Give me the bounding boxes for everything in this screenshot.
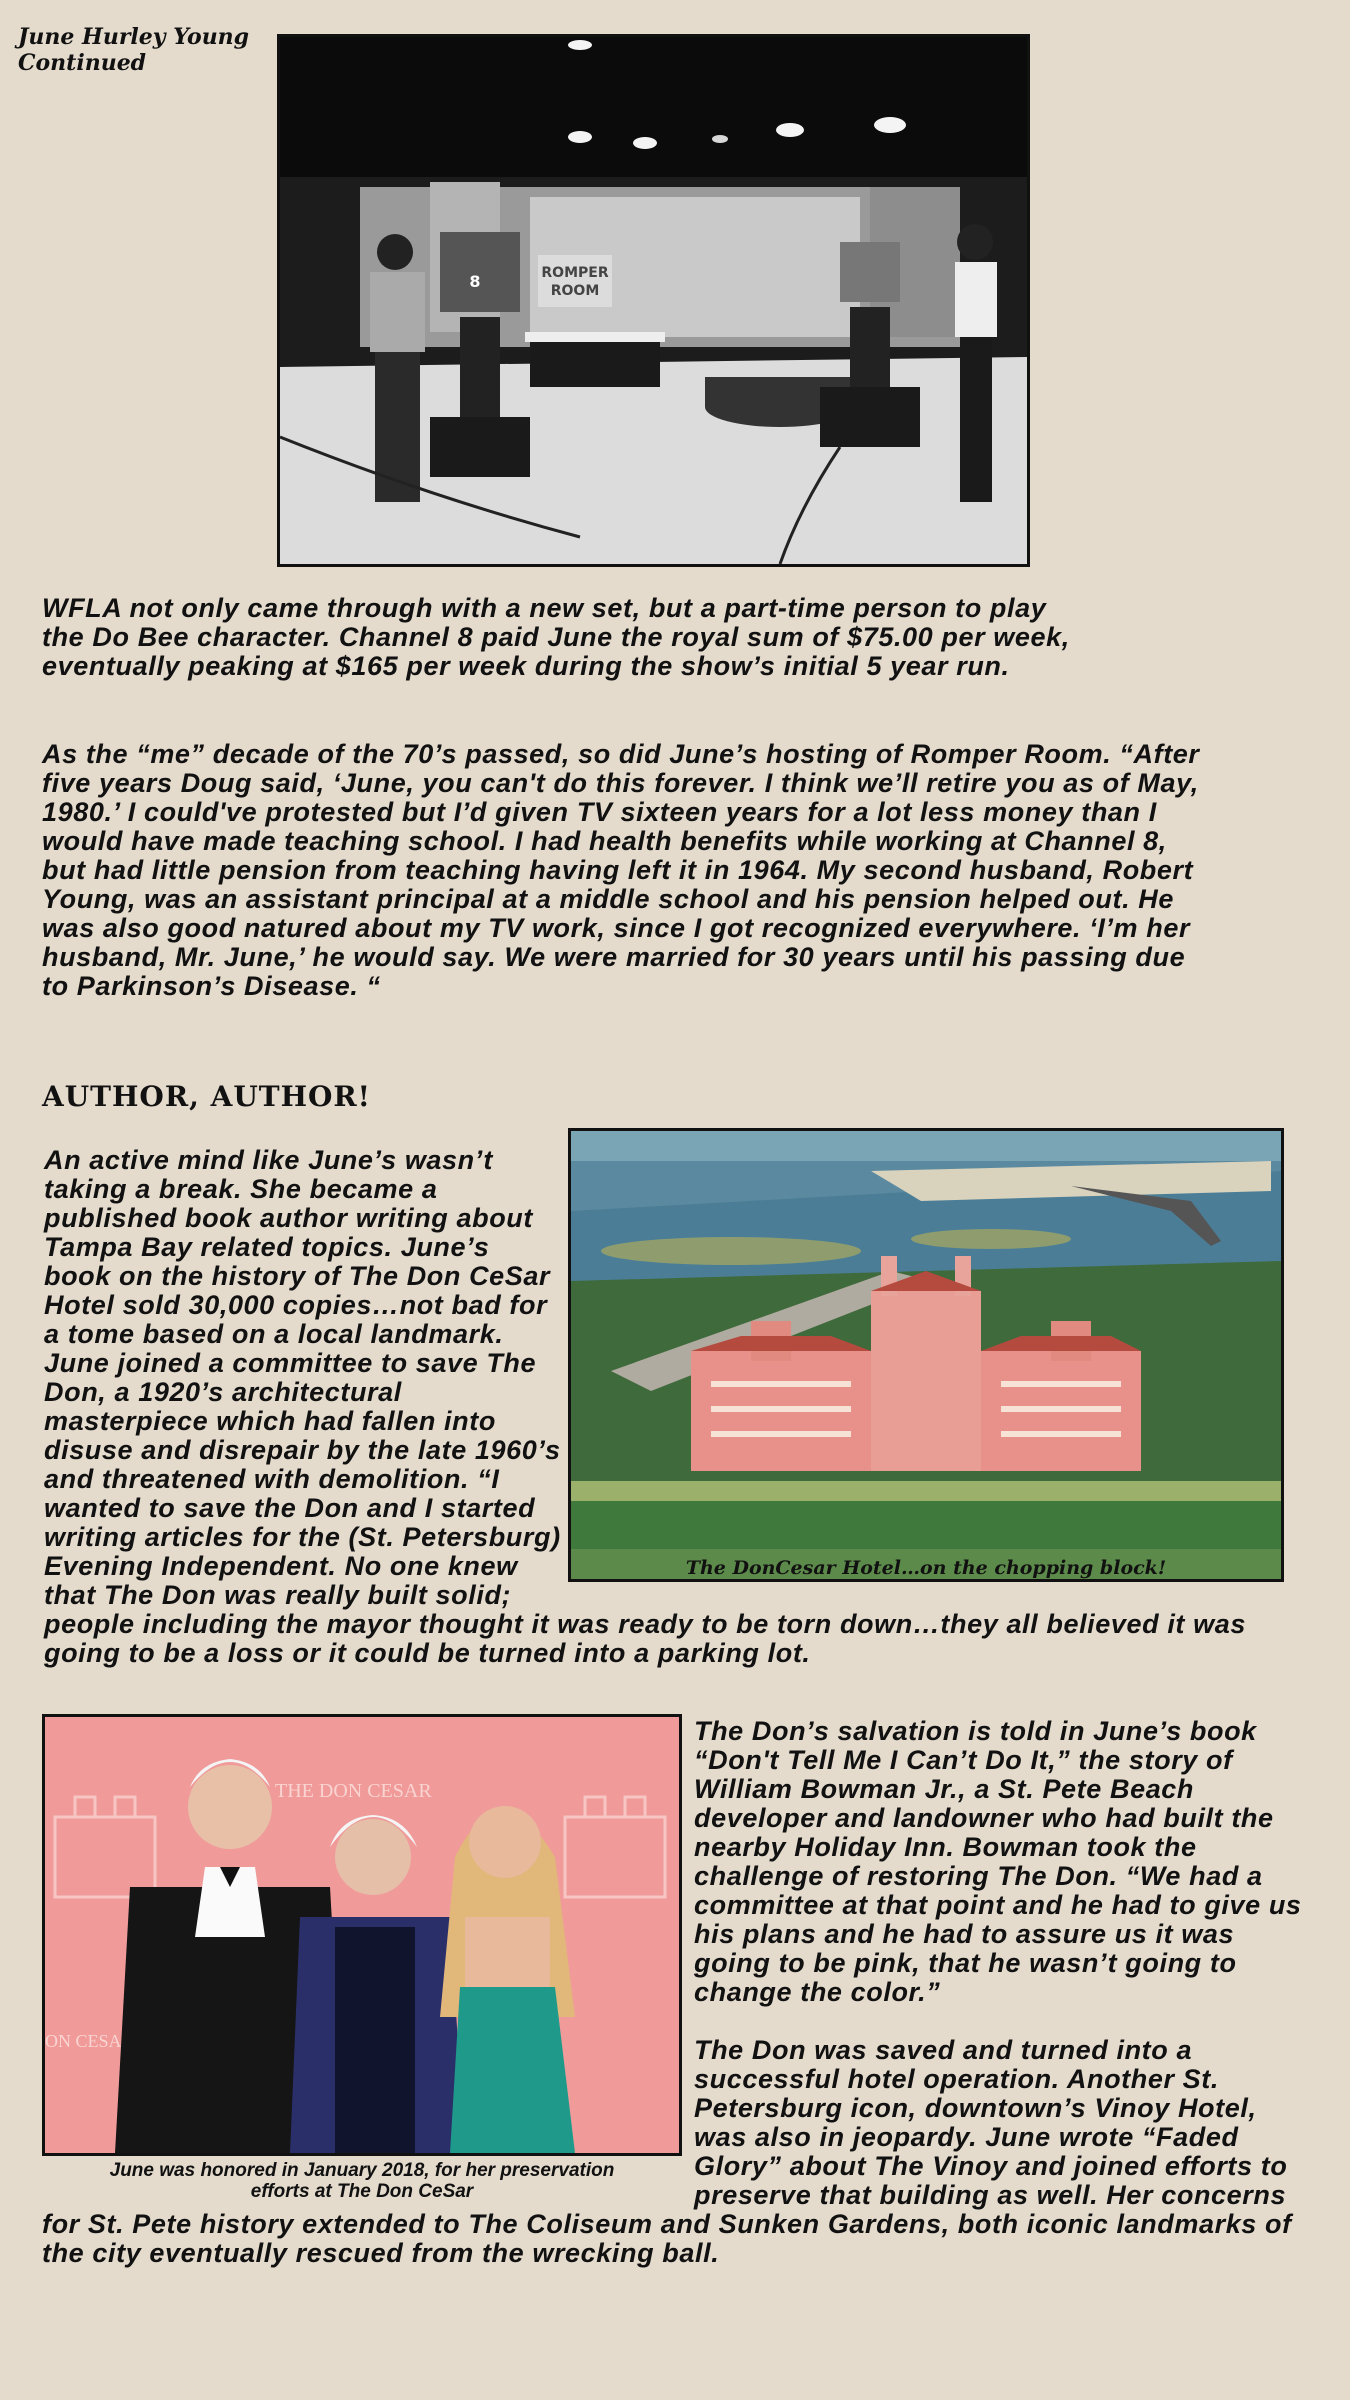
- paragraph-retirement: As the “me” decade of the 70’s passed, so did June’s hosting of Romper Room. “After five years Doug said, ‘June, you can't do this forever. I think we’ll retire you as of May, 1980.’ I could've protested but I’d given TV sixteen years for a lot less money than I would have made teaching school. I had health benefits while working at Channel 8, but had little pension from teaching having left it in 1964. My second husband, Robert Young, was an assistant principal at a middle school and his pension helped out. He was also good natured about my TV work, since I got recognized everywhere. ‘I’m her husband, Mr. June,’ he would say. We were married for 30 years until his passing due to Parkinson’s Disease. “: [42, 739, 1200, 1001]
- continued-header: [18, 24, 249, 76]
- gala-caption-line2: efforts at The Don CeSar: [250, 2181, 474, 2202]
- section-heading-author: AUTHOR, AUTHOR!: [42, 1080, 371, 1113]
- camera-number-label: 8: [469, 272, 481, 291]
- romper-room-sign-line1: ROMPER: [541, 265, 609, 281]
- salvation-text: The Don’s salvation is told in June’s book “Don't Tell Me I Can’t Do It,” the story of William Bowman Jr., a St. Pete Beach developer and landowner who had built the nearby Holiday Inn. Bowman took the challenge of restoring The Don. “We had a committee at that point and he had to give us his plans and he had to assure us it was going to be pink, that he wasn’t going to change the color.”: [694, 1716, 1302, 2007]
- paragraph-do-bee: WFLA not only came through with a new set, but a part-time person to play the Do Bee character. Channel 8 paid June the royal sum of $75.00 per week, eventually peaking at $165 per week during the show’s initial 5 year run.: [42, 593, 1070, 681]
- gala-photo-spacer: [42, 1717, 694, 2207]
- gala-backdrop-text-left: ON CESA: [45, 2031, 122, 2051]
- romper-room-studio-photo: [277, 34, 1030, 567]
- gala-backdrop-text: THE DON CESAR: [275, 1780, 432, 1802]
- gala-caption-line1: June was honored in January 2018, for her preservation: [109, 2160, 615, 2181]
- header-title: June Hurley Young: [18, 24, 250, 50]
- vinoy-text-block: [42, 1717, 1312, 2268]
- paragraph-vinoy: [42, 1717, 1312, 2268]
- romper-room-sign-line2: ROOM: [550, 283, 600, 299]
- author-text-block: [44, 1146, 1294, 1668]
- header-subtitle: Continued: [18, 50, 147, 76]
- paragraph-author: An active mind like June’s wasn’t taking a break. She became a published book author writing about Tampa Bay related topics. June’s book on the history of The Don CeSar Hotel sold 30,000 copies…not bad for a tome based on a local landmark. June joined a committee to save The Don, a 1920’s architectural masterpiece which had fallen into disuse and disrepair by the late 1960’s and threatened with demolition. “I wanted to save the Don and I started writing articles for the (St. Petersburg) Evening Independent. No one knew that The Don was really built solid; people including the mayor thought it was ready to be torn down…they all believed it was going to be a loss or it could be turned into a parking lot.: [44, 1145, 1246, 1668]
- hotel-photo-caption: The DonCesar Hotel…on the chopping block!: [685, 1557, 1167, 1579]
- vinoy-text: The Don was saved and turned into a successful hotel operation. Another St. Petersburg icon, downtown’s Vinoy Hotel, was also in jeopardy. June wrote “Faded Glory” about The Vinoy and joined efforts to preserve that building as well. Her concerns for St. Pete history extended to The Coliseum and Sunken Gardens, both iconic landmarks of the city eventually rescued from the wrecking ball.: [42, 2035, 1292, 2268]
